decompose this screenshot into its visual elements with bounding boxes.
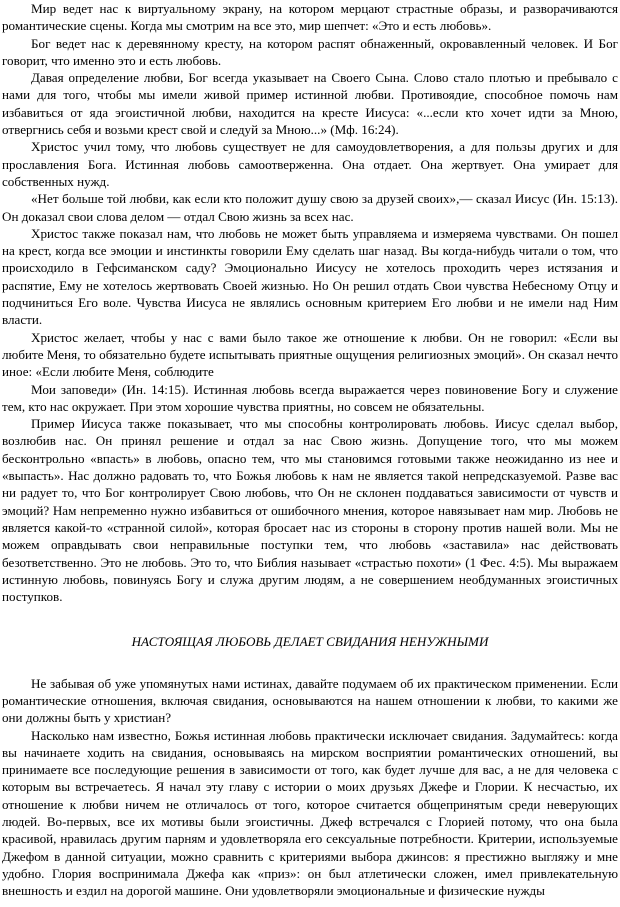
paragraph: «Нет больше той любви, как если кто положит душу свою за друзей своих»,— сказал Иисус (Ин. 15:13). Он доказал свои слова делом — отдал Свою жизнь за всех нас. bbox=[2, 191, 618, 224]
paragraph: Христос также показал нам, что любовь не может быть управляема и измеряема чувствами. Он пошел на крест, когда все эмоции и инстинкты говорили Ему сделать шаг назад. Вы когда-нибудь читали о том, что происходило в Гефсиманском саду? Эмоционально Иисусу не хотелось проходить через истязания и распятие, Ему не хотелось жертвовать Своей жизнью. Но Он решил отдать Свои чувства Небесному Отцу и подчиниться Его воле. Чувства Иисуса не являлись основным критерием Его любви и не имели над Ним власти. bbox=[2, 225, 618, 328]
paragraph: Насколько нам известно, Божья истинная любовь практически исключает свидания. Задумайтесь: когда вы начинаете ходить на свидания, основываясь на мирском восприятии романтических отношений, вы принимаете все последующие решения в зависимости от того, как будет лучше для вас, а не для человека с которым вы встречаетесь. Я начал эту главу с истории о моих друзьях Джефе и Глории. К несчастью, их отношение к любви ничем не отличалось от того, которое считается общепринятым среди неверующих людей. Во-первых, все их мотивы были эгоистичны. Джеф встречался с Глорией потому, что она была красивой, нравилась другим парням и удовлетворяла его сексуальные потребности. Критерии, используемые Джефом в данной ситуации, можно сравнить с критериями выбора джинсов: я престижно выгляжу и мне удобно. Глория воспринимала Джефа как «приз»: он был атлетически сложен, имел привлекательную внешность и ездил на дорогой машине. Они удовлетворяли эмоциональные и физические нужды bbox=[2, 727, 618, 899]
spacer bbox=[2, 605, 618, 609]
paragraph: Мои заповеди» (Ин. 14:15). Истинная любовь всегда выражается через повиновение Богу и служение тем, кто нас окружает. При этом хорошие чувства приятны, но совсем не обязательны. bbox=[2, 381, 618, 414]
section-heading: НАСТОЯЩАЯ ЛЮБОВЬ ДЕЛАЕТ СВИДАНИЯ НЕНУЖНЫМИ bbox=[131, 634, 489, 650]
paragraph: Мир ведет нас к виртуальному экрану, на котором мерцают страстные образы, и разворачиваются романтические сцены. Когда мы смотрим на все это, мир шепчет: «Это и есть любовь». bbox=[2, 1, 618, 34]
paragraph: Христос желает, чтобы у нас с вами было такое же отношение к любви. Он не говорил: «Если вы любите Меня, то обязательно будете испытывать приятные ощущения религиозных эмоций». Он сказал нечто иное: «Если любите Меня, соблюдите bbox=[2, 329, 618, 380]
paragraph: Христос учил тому, что любовь существует не для самоудовлетворения, а для пользы других и для прославления Бога. Истинная любовь самоотверженна. Она отдает. Она жертвует. Она умирает для собственных нужд. bbox=[2, 139, 618, 189]
paragraph: Пример Иисуса также показывает, что мы способны контролировать любовь. Иисус сделал выбор, возлюбив нас. Он принял решение и отдал за нас Свою жизнь. Допущение того, что мы можем бесконтрольно «впасть» в любовь, опасно тем, что мы становимся готовыми также неожиданно из нее и «выпасть». Нас должно радовать то, что Божья любовь к нам не является такой непредсказуемой. Разве вас ни радует то, что Бог контролирует Свою любовь, что Он не склонен поддаваться зависимости от чувств и эмоций? Нам непременно нужно избавиться от ошибочного мнения, которое навязывает нам мир. Любовь не является какой-то «странной силой», которая бросает нас из стороны в сторону против нашей воли. Мы не можем оправдывать свои неправильные поступки тем, что любовь «заставила» нас действовать безответственно. Это не любовь. Это то, что Библия называет «страстью похоти» (1 Фес. 4:5). Мы выражаем истинную любовь, повинуясь Богу и служа другим людям, а не совершением необдуманных эгоистичных поступков. bbox=[2, 416, 618, 605]
paragraph: Давая определение любви, Бог всегда указывает на Своего Сына. Слово стало плотью и пребывало с нами для того, чтобы мы имели живой пример истинной любви. Противоядие, способное помочь нам избавиться от яда эгоистичной любви, находится на кресте Иисуса: «...если кто хочет идти за Мною, отвергнись себя и возьми крест свой и следуй за Мною...» (Мф. 16:24). bbox=[2, 70, 618, 138]
paragraph: Бог ведет нас к деревянному кресту, на котором распят обнаженный, окровавленный человек. И Бог говорит, что именно это и есть любовь. bbox=[2, 35, 618, 68]
document-page bbox=[2, 0, 618, 900]
paragraph: Не забывая об уже упомянутых нами истинах, давайте подумаем об их практическом применении. Если романтические отношения, включая свидания, основываются на нашем отношении к любви, то какими же они должны быть у христиан? bbox=[2, 675, 618, 726]
